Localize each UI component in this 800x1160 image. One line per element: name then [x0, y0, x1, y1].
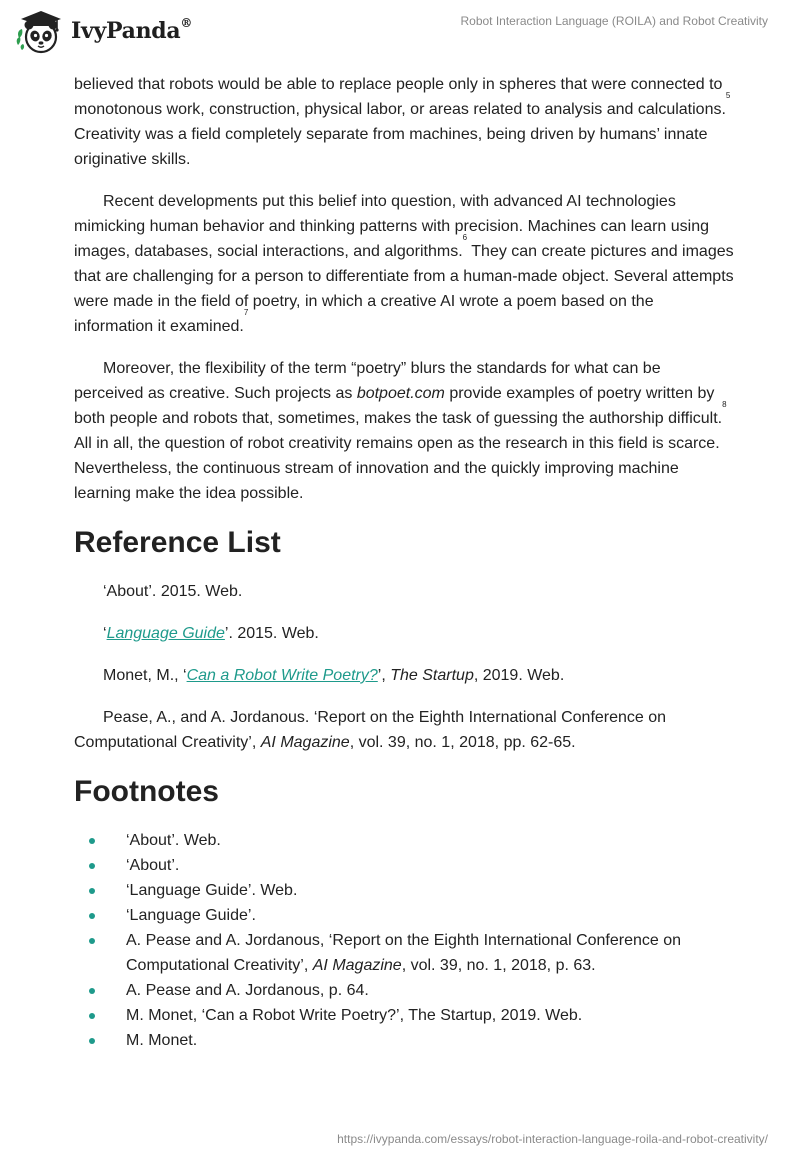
list-item: M. Monet. — [74, 1028, 734, 1053]
page-header — [0, 0, 800, 60]
footnotes-heading: Footnotes — [74, 775, 219, 808]
list-item: ‘Language Guide’. — [74, 903, 734, 928]
reference-item: ‘Language Guide’. 2015. Web. — [103, 625, 319, 642]
page-url: https://ivypanda.com/essays/robot-interaction-language-roila-and-robot-creativity/ — [337, 1132, 768, 1146]
bullet-icon — [89, 1013, 95, 1019]
body-paragraph-3: Moreover, the flexibility of the term “poetry” blurs the standards for what can be perceived as creative. Such projects as botpoet.com provide examples of poetry written by both people and robots that, sometimes, makes the task of guessing the authorship difficult.$^8$ All in all, the question of robot creativity remains open as the research in this field is scarce. Nevertheless, the continuous stream of innovation and the quickly improving machine learning make the idea possible. — [74, 360, 727, 502]
list-item: A. Pease and A. Jordanous, ‘Report on the Eighth International Conference on Computational Creativity’, AI Magazine, vol. 39, no. 1, 2018, p. 63. — [74, 928, 734, 978]
bullet-icon — [89, 863, 95, 869]
bullet-icon — [89, 938, 95, 944]
footnotes-list — [74, 828, 734, 1053]
document-title: Robot Interaction Language (ROILA) and Robot Creativity — [460, 14, 768, 28]
reference-link[interactable]: Can a Robot Write Poetry? — [186, 667, 378, 684]
reference-list-heading: Reference List — [74, 526, 281, 559]
list-item: A. Pease and A. Jordanous, p. 64. — [74, 978, 734, 1003]
bullet-icon — [89, 838, 95, 844]
footnote-marker[interactable]: 8 — [722, 400, 727, 409]
list-item: ‘About’. Web. — [74, 828, 734, 853]
footnote-marker[interactable]: 5 — [725, 91, 731, 100]
footnote-marker[interactable]: 7 — [243, 308, 249, 317]
list-item: ‘Language Guide’. Web. — [74, 878, 734, 903]
bullet-icon — [89, 888, 95, 894]
reference-item: Pease, A., and A. Jordanous. ‘Report on the Eighth International Conference on Computational Creativity’, AI Magazine, vol. 39, no. 1, 2018, pp. 62-65. — [74, 709, 667, 751]
body-paragraph-1: believed that robots would be able to replace people only in spheres that were connected to monotonous work, construction, physical labor, or areas related to analysis and calculations.$^5$ Creativity was a field completely separate from machines, being driven by humans’ innate originative skills. — [74, 76, 731, 168]
essay-content — [74, 72, 734, 1053]
reference-item: ‘About’. 2015. Web. — [103, 583, 243, 600]
list-item: M. Monet, ‘Can a Robot Write Poetry?’, The Startup, 2019. Web. — [74, 1003, 734, 1028]
ivypanda-logo[interactable] — [15, 8, 192, 54]
brand-name: IvyPanda® — [71, 16, 193, 44]
bullet-icon — [89, 913, 95, 919]
bullet-icon — [89, 988, 95, 994]
reference-item: Monet, M., ‘Can a Robot Write Poetry?’, The Startup, 2019. Web. — [103, 667, 565, 684]
footnote-marker[interactable]: 6 — [462, 233, 468, 242]
reference-link[interactable]: Language Guide — [106, 625, 225, 642]
panda-graduate-icon — [15, 8, 63, 54]
bullet-icon — [89, 1038, 95, 1044]
body-paragraph-2: Recent developments put this belief into question, with advanced AI technologies mimicking human behavior and thinking patterns with precision. Machines can learn using images, databases, social interactions, and algorithms.$^6$ They can create pictures and images that are challenging for a person to differentiate from a human-made object. Several attempts were made in the field of poetry, in which a creative AI wrote a poem based on the information it examined.$^7$ — [74, 193, 734, 335]
list-item: ‘About’. — [74, 853, 734, 878]
